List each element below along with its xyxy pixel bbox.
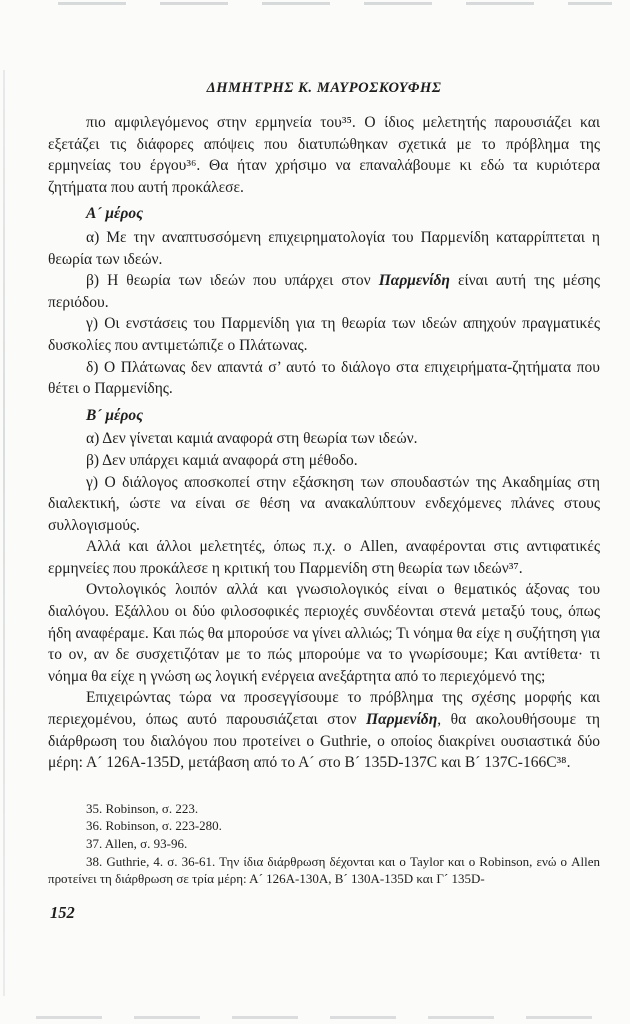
work-title-italic: Παρμενίδη [366,711,438,729]
paragraph-structure [48,687,600,773]
footnote-37: 37. Allen, σ. 93-96. [86,836,188,851]
item-text: α) Δεν γίνεται καμιά αναφορά στη θεωρία των ιδεών. [86,430,418,448]
item-text: Επιχειρώντας τώρα να προσεγγίσουμε το πρόβλημα της σχέσης μορφής και περιεχομένου, όπως αυτό παρουσιάζεται στον [48,689,600,729]
item-text: είναι αυτή της μέσης περιόδου. [48,272,600,311]
item-text: α) Με την αναπτυσσόμενη επιχειρηματολογία του Παρμενίδη καταρρίπτεται η θεωρία των ιδεών. [48,228,600,268]
item-text: β) Η θεωρία των ιδεών που υπάρχει στον [86,272,379,290]
page-number: 152 [50,902,75,922]
section-b-item-b [48,450,600,472]
item-text: γ) Οι ενστάσεις του Παρμενίδη για τη θεωρία των ιδεών απηχούν πραγματικές δυσκολίες που αντιμετώπιζε ο Πλάτωνας. [48,315,600,354]
section-a-item-d [48,357,600,400]
item-text: β) Δεν υπάρχει καμιά αναφορά στη μέθοδο. [86,451,358,469]
scan-artifact-bottom-line [36,1016,616,1019]
section-a-item-a [48,227,600,270]
section-b-title: Β´ μέρος [86,406,143,424]
paragraph-ontological: Οντολογικός λοιπόν αλλά και γνωσιολογικός είναι ο θεματικός άξονας του διαλόγου. Εξάλλου οι δύο φιλοσοφικές περιοχές συνδέονται στενά μεταξύ τους, όπως ήδη αναφέραμε. Και πώς θα μπορούσε να γίνει αλλιώς; Τι νόημα θα είχε η συζήτηση για το ον, αν δε συσχετιζόταν με το πώς μπορούμε να το γνωρίσουμε; Και αντίθετα· τι νόημα θα είχε η γνώση ως λογική ενέργεια ανεξάρτητα από το περιεχόμενό της; [48,581,600,685]
work-title-italic: Παρμενίδη [378,272,450,290]
paragraph-continuation: πιο αμφιλεγόμενος στην ερμηνεία του³⁵. Ο ίδιος μελετητής παρουσιάζει και εξετάζει τις διάφορες απόψεις που διατυπώθηκαν σχετικά με το πρόβλημα της ερμηνείας του έργου³⁶. Θα ήταν χρήσιμο να επαναλάβουμε κι εδώ τα κυριότερα ζητήματα που αυτή προκάλεσε. [48,114,600,196]
footnote-38: 38. Guthrie, 4. σ. 36-61. Την ίδια διάρθρωση δέχονται και ο Taylor και ο Robinson, ενώ ο Allen προτείνει τη διάρθρωση σε τρία μέρη: Α´ 126A-130A, Β´ 130A-135D και Γ´ 135D- [48,853,600,887]
section-a-item-b [48,270,600,313]
text-column [48,0,600,923]
item-text: γ) Ο διάλογος αποσκοπεί στην εξάσκηση των σπουδαστών της Ακαδημίας στη διαλεκτική, ώστε να είναι σε θέση να ανακαλύπτουν ενδεχόμενες πλάνες στους συλλογισμούς. [48,473,600,534]
footnote-36: 36. Robinson, σ. 223-280. [86,818,222,834]
item-text: , θα ακολουθήσουμε τη διάρθρωση του διαλόγου που προτείνει ο Guthrie, ο οποίος διακρίνει ουσιαστικά δύο μέρη: Α´ 126A-135D, μετάβαση από το Α´ στο Β´ 135D-137C και Β´ 137C-166C³⁸. [48,711,600,772]
footnotes-block [48,800,600,888]
section-a-title: Α´ μέρος [86,205,143,223]
item-text: δ) Ο Πλάτωνας δεν απαντά σ’ αυτό το διάλογο στα επιχειρήματα-ζητήματα που θέτει ο Παρμενίδης. [48,358,600,398]
section-b-item-a [48,428,600,450]
section-a-item-c [48,313,600,356]
scan-artifact-left-line [3,70,5,996]
paragraph-allen: Αλλά και άλλοι μελετητές, όπως π.χ. ο Allen, αναφέρονται στις αντιφατικές ερμηνείες που προκάλεσε η κριτική του Παρμενίδη στη θεωρία των ιδεών³⁷. [48,538,600,577]
section-b-item-c [48,472,600,537]
footnote-35: 35. Robinson, σ. 223. [86,800,199,816]
running-head-author: ΔΗΜΗΤΡΗΣ Κ. ΜΑΥΡΟΣΚΟΥΦΗΣ [206,80,442,96]
